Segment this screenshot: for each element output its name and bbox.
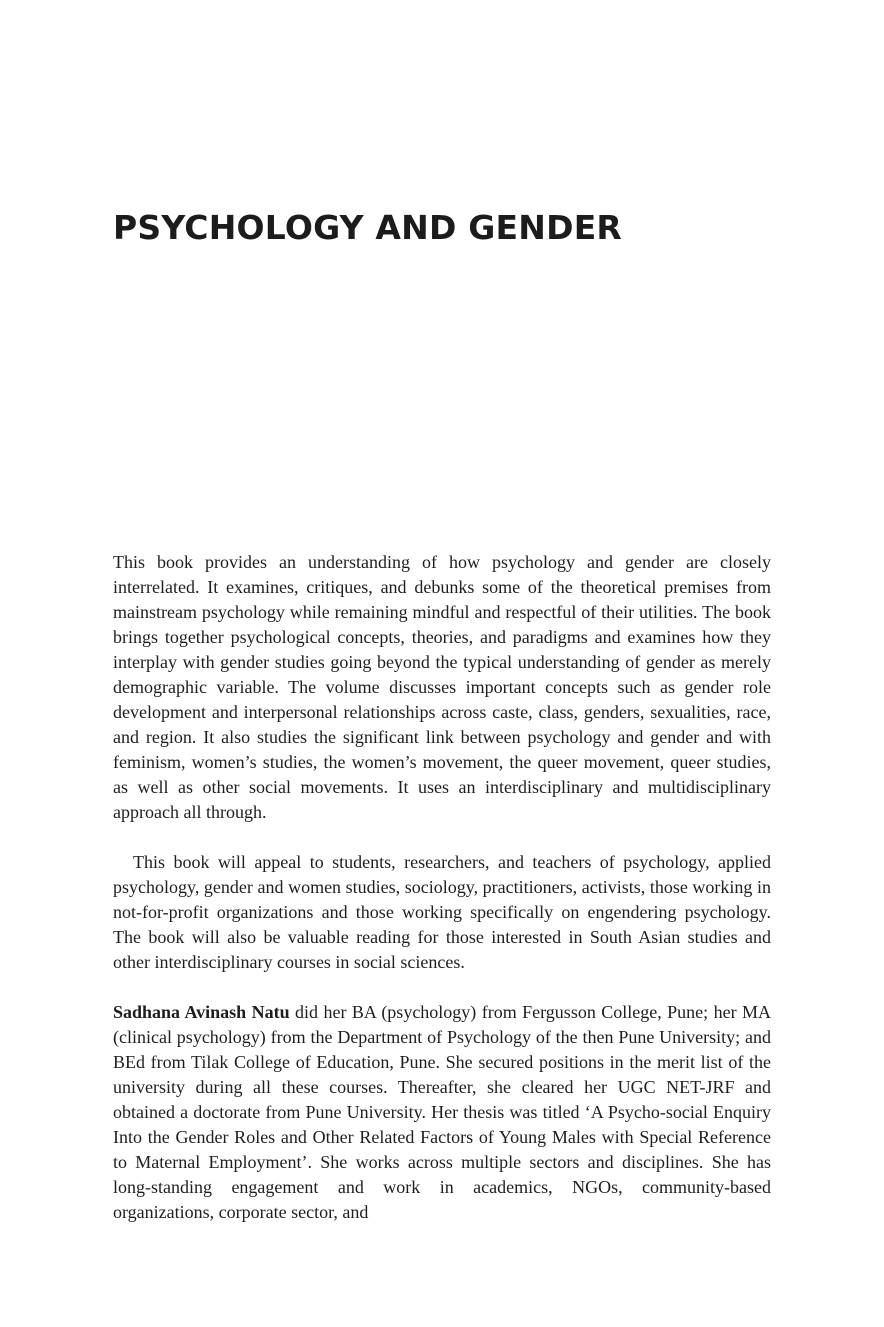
author-bio (113, 1000, 771, 1225)
book-title: PSYCHOLOGY AND GENDER (113, 208, 623, 247)
description-paragraph-2: This book will appeal to students, researchers, and teachers of psychology, applied psychology, gender and women studies, sociology, practitioners, activists, those working in not-for-profit organizations and those working specifically on engendering psychology. The book will also be valuable reading for those interested in South Asian studies and other interdisciplinary courses in social sciences. (113, 852, 771, 972)
author-bio-text: did her BA (psychology) from Fergusson College, Pune; her MA (clinical psychology) from the Department of Psychology of the then Pune University; and BEd from Tilak College of Education, Pune. She secured positions in the merit list of the university during all these courses. Thereafter, she cleared her UGC NET-JRF and obtained a doctorate from Pune University. Her thesis was titled ‘A Psycho-social Enquiry Into the Gender Roles and Other Related Factors of Young Males with Special Reference to Maternal Employment’. She works across multiple sectors and disciplines. She has long-standing engagement and work in academics, NGOs, community-based organizations, corporate sector, and (113, 1002, 772, 1222)
description-paragraph-1: This book provides an understanding of how psychology and gender are closely interrelated. It examines, critiques, and debunks some of the theoretical premises from mainstream psychology while remaining mindful and respectful of their utilities. The book brings together psychological concepts, theories, and paradigms and examines how they interplay with gender studies going beyond the typical understanding of gender as merely demographic variable. The volume discusses important concepts such as gender role development and interpersonal relationships across caste, class, genders, sexualities, race, and region. It also studies the significant link between psychology and gender and with feminism, women’s studies, the women’s movement, the queer movement, queer studies, as well as other social movements. It uses an interdisciplinary and multidisciplinary approach all through. (113, 552, 771, 822)
author-name: Sadhana Avinash Natu (113, 1002, 290, 1022)
